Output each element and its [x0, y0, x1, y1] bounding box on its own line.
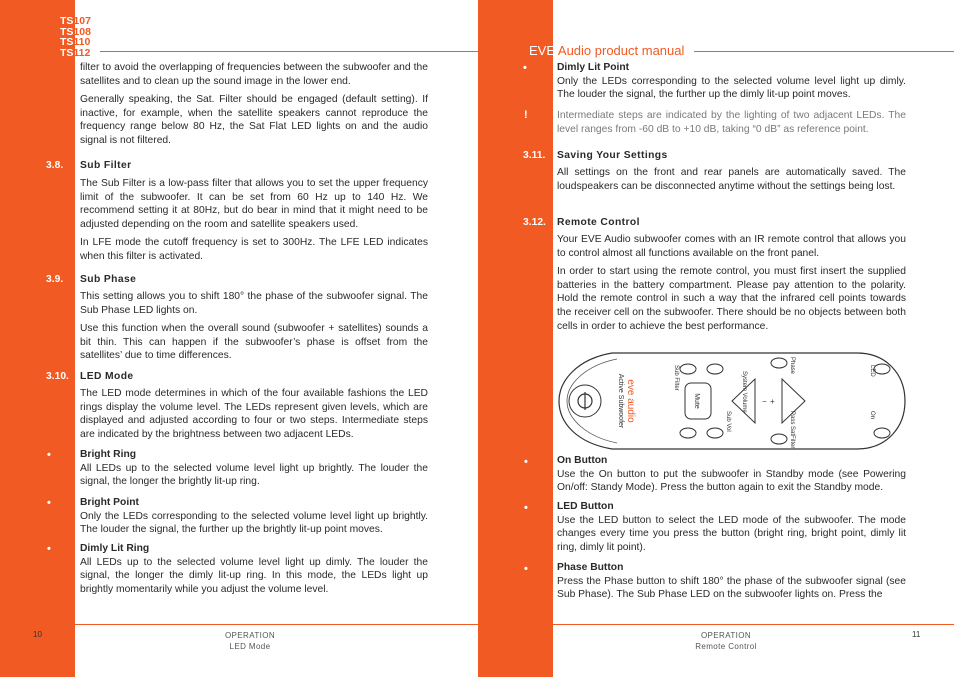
sub-filter-plus-button	[707, 364, 723, 374]
section-body: This setting allows you to shift 180° the phase of the subwoofer signal. The Sub Phase LED lights on. Use this function when the overall sound (subwoofer + satellites) sounds a bit thin. This can happen if the subwoofer’s phase is offset from the satellites’ due to time differences.	[80, 291, 428, 362]
right-margin-band	[478, 0, 553, 677]
volume-minus-label: −	[762, 397, 767, 406]
on-button	[874, 428, 890, 438]
pass-satfilter-label: Pass SatFilter	[789, 411, 795, 449]
led-button	[874, 364, 890, 374]
footer-caption: OPERATION Remote Control	[695, 631, 757, 651]
pass-satfilter-button	[771, 434, 787, 444]
remote-model-label: Active Subwoofer	[617, 373, 624, 429]
sub-vol-label: Sub Vol	[725, 411, 731, 432]
footer-rule-left	[75, 624, 478, 625]
section-title: Remote Control	[557, 217, 640, 228]
section-title: LED Mode	[80, 371, 134, 382]
section-number: 3.9.	[46, 274, 64, 285]
intro-text: filter to avoid the overlapping of frequencies between the subwoofer and the satellites and to clean up the sound image in the lower end. Generally speaking, the Sat. Filter should be engaged (default setting). If inactive, for example, when the satellite speakers cannot reproduce the frequency range below 80 Hz, the Sat Flat LED lights on and the audio signal is not filtered.	[80, 62, 428, 146]
model-item: TS108	[60, 25, 91, 38]
on-label: On	[869, 411, 875, 420]
bullet-item: Phase Button Press the Phase button to shift 180° the phase of the subwoofer signal (see Sub Phase). The Sub Phase LED on the subwoofer lights on. Press the	[557, 562, 906, 601]
note-text: Intermediate steps are indicated by the lighting of two adjacent LEDs. The level ranges from -60 dB to +10 dB, taking “0 dB” as reference point.	[557, 110, 906, 135]
header-rule-left	[100, 51, 478, 52]
model-item: TS110	[60, 36, 91, 48]
section-number: 3.11.	[523, 150, 546, 161]
bullet-item: On Button Use the On button to put the subwoofer in Standby mode (see Powering On/off: Standy Mode). Press the button again to exit the Standby mode.	[557, 455, 906, 494]
footer-rule-right	[553, 624, 954, 625]
footer-caption: OPERATION LED Mode	[224, 631, 276, 651]
remote-control-illustration	[557, 345, 907, 457]
bullet-mark: •	[524, 456, 528, 468]
header-rule-right	[694, 51, 954, 52]
bullet-mark: •	[47, 543, 51, 555]
manual-title: EVE Audio product manual	[529, 43, 685, 58]
section-body: Your EVE Audio subwoofer comes with an IR remote control that allows you to control almost all functions available on the front panel. In order to start using the remote control, you must first insert the supplied batteries in the battery compartment. Please pay attention to the polarity. Hold the remote control in such a way that the infrared cell points towards the receiver cell on the subwoofer. There should be no objects between both cells in order to achieve the best performance.	[557, 234, 906, 332]
sub-filter-label: Sub Filter	[673, 365, 679, 391]
section-title: Saving Your Settings	[557, 150, 668, 161]
bullet-item: Bright Ring All LEDs up to the selected volume level light up brightly. The louder the signal, the longer the brightly lit-up ring.	[80, 449, 428, 488]
sub-vol-minus-button	[680, 428, 696, 438]
led-label: LED	[869, 365, 875, 377]
left-margin-band	[0, 0, 75, 677]
section-number: 3.10.	[46, 371, 69, 382]
bullet-item: Dimly Lit Ring All LEDs up to the selected volume level light up dimly. The louder the signal, the longer the dimly lit-up ring. In this mode, the LEDs light up brightly momentarily while you adjust the volume level.	[80, 543, 428, 595]
model-list	[60, 16, 91, 58]
model-item: TS107	[60, 15, 91, 27]
bullet-mark: •	[47, 449, 51, 461]
remote-brand-label: eve audio	[625, 379, 636, 423]
note-mark: !	[524, 109, 528, 121]
section-body: The LED mode determines in which of the four available fashions the LED rings display the volume level. The LEDs represent given levels, which are displayed and adjusted according to four or two steps. Intermediate steps are indicated by the brightness between two adjacent LEDs.	[80, 388, 428, 440]
volume-plus-label: +	[770, 397, 775, 406]
section-body: The Sub Filter is a low-pass filter that allows you to set the upper frequency limit of the subwoofer. It can be set from 60 Hz up to 140 Hz. We recommend setting it at 80Hz, but do bear in mind that it might need to be adjusted depending on the room and satellite speakers used. In LFE mode the cutoff frequency is set to 300Hz. The LFE LED indicates when this filter is activated.	[80, 178, 428, 262]
bullet-mark: •	[524, 502, 528, 514]
bullet-mark: •	[47, 497, 51, 509]
section-number: 3.8.	[46, 160, 64, 171]
bullet-item: Dimly Lit Point Only the LEDs corresponding to the selected volume level light up dimly. The louder the signal, the further up the dimly lit-up point moves.	[557, 62, 906, 101]
sub-vol-plus-button	[707, 428, 723, 438]
bullet-item: LED Button Use the LED button to select the LED mode of the subwoofer. The mode changes every time you press the button (bright ring, bright point, dimly lit ring, dimly lit point).	[557, 501, 906, 553]
bullet-mark: •	[523, 62, 527, 74]
section-title: Sub Filter	[80, 160, 132, 171]
bullet-mark: •	[524, 563, 528, 575]
bullet-item: Bright Point Only the LEDs corresponding to the selected volume level light up brightly. The louder the signal, the further up the brightly lit-up point moves.	[80, 497, 428, 536]
section-title: Sub Phase	[80, 274, 137, 285]
mute-label: Mute	[693, 393, 700, 409]
phase-label: Phase	[789, 357, 795, 375]
section-body: All settings on the front and rear panels are automatically saved. The loudspeakers can be disconnected anytime without the settings being lost.	[557, 167, 906, 192]
sub-filter-minus-button	[680, 364, 696, 374]
system-volume-label: System Volume	[741, 371, 747, 413]
model-item: TS112	[60, 46, 91, 59]
phase-button	[771, 358, 787, 368]
section-number: 3.12.	[523, 217, 546, 228]
page-number: 10	[33, 630, 42, 639]
page-number: 11	[912, 630, 921, 639]
